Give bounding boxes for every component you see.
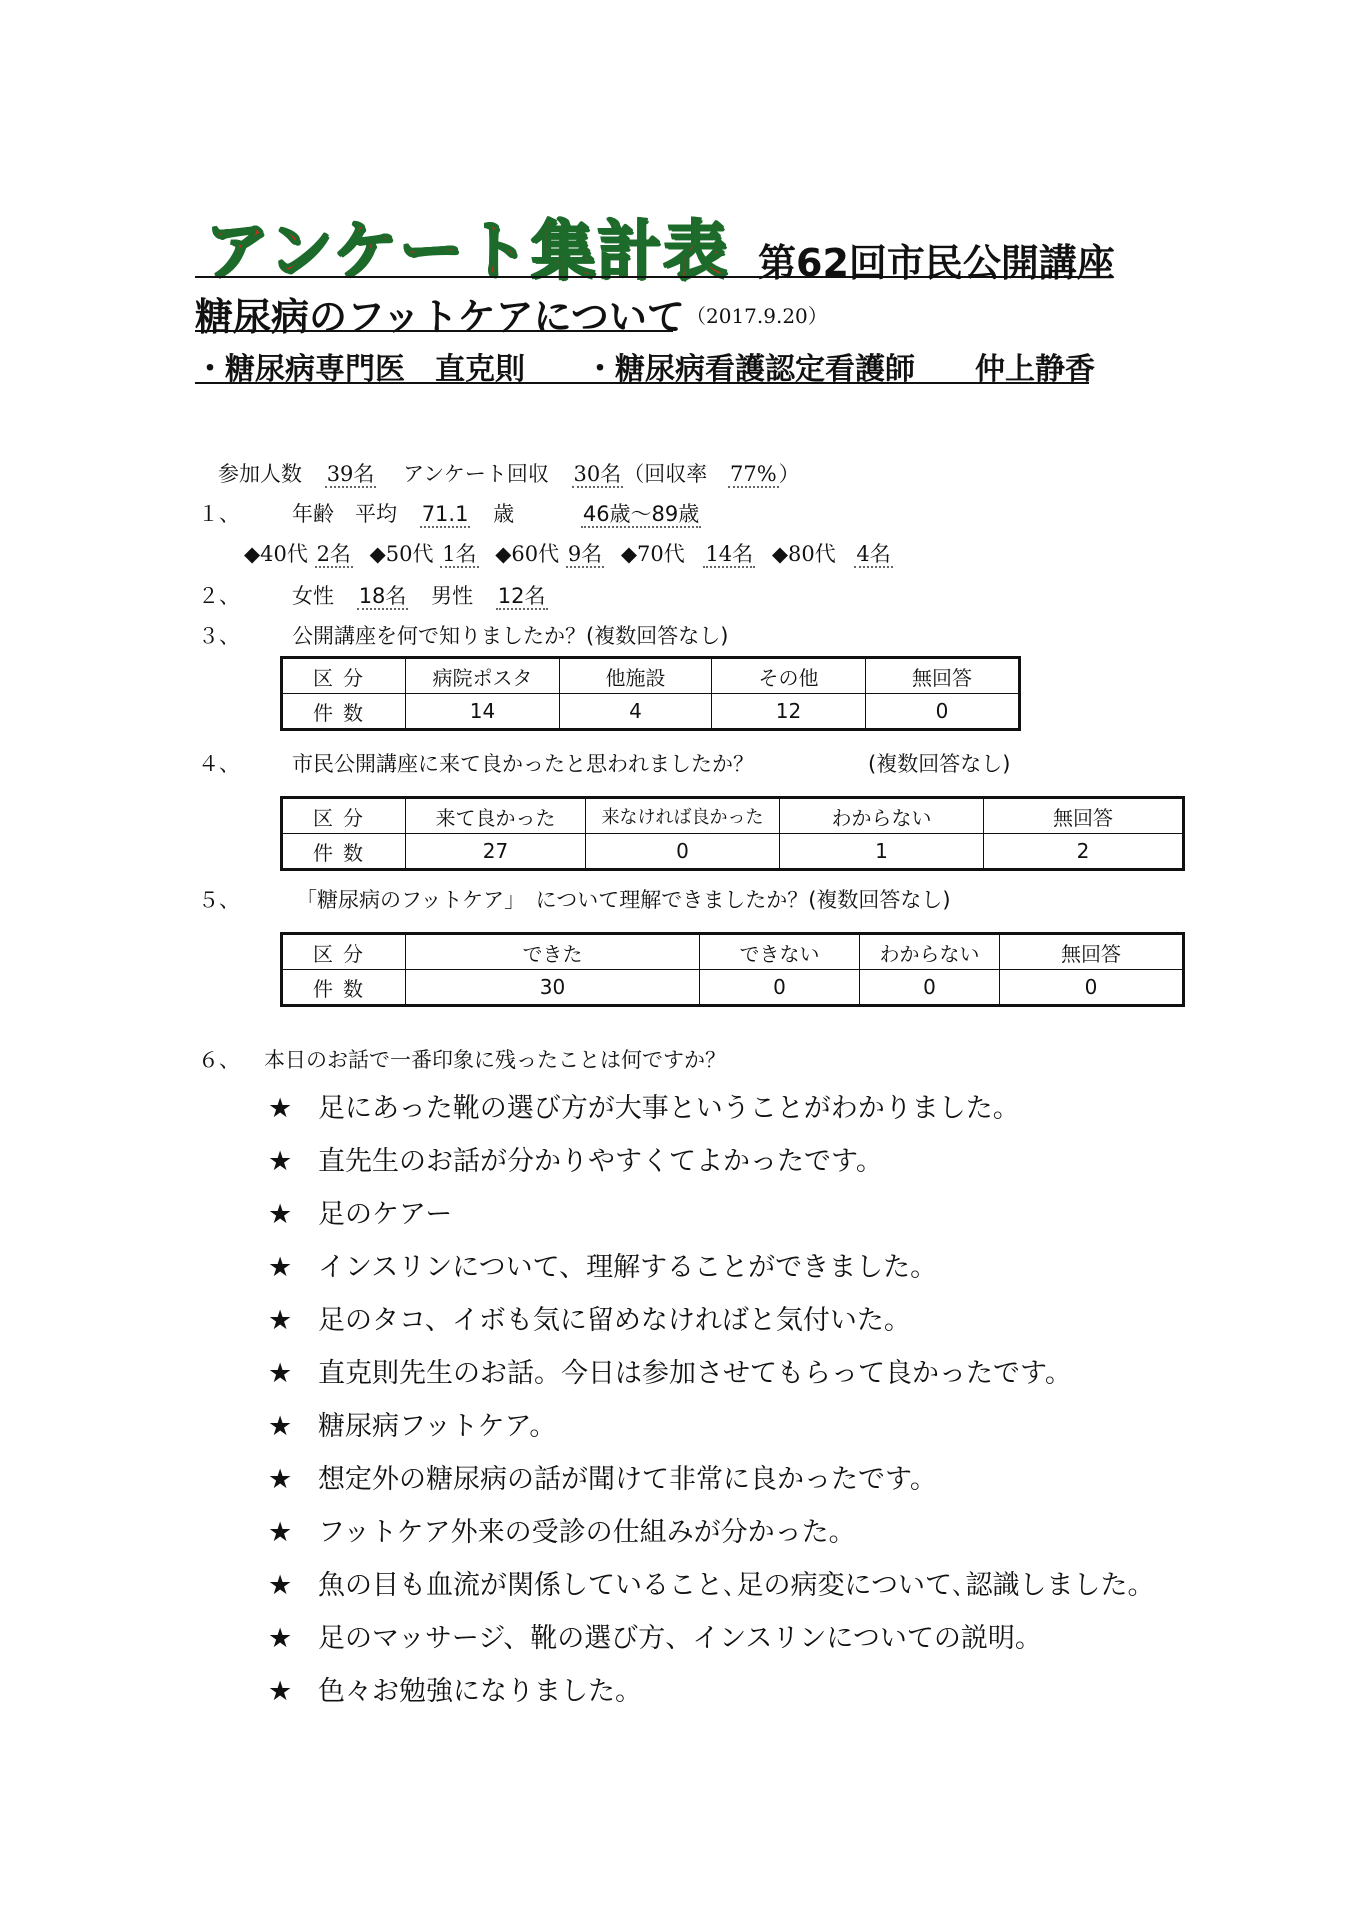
lecture-subtitle: 糖尿病のフットケアについて <box>195 295 685 339</box>
comment-item <box>268 1139 883 1178</box>
q3-question: 公開講座を何で知りましたか？(複数回答なし) <box>292 624 729 648</box>
comment-item <box>268 1298 911 1337</box>
comment-item <box>268 1351 1072 1390</box>
table-cell: 1 <box>780 834 984 870</box>
q5-number: ５、 <box>198 888 240 912</box>
q1-age-breakdown <box>244 538 893 568</box>
table-cell: 0 <box>866 694 1020 730</box>
column-header: 無回答 <box>984 798 1184 834</box>
rate-close: ） <box>778 462 800 486</box>
column-header: その他 <box>712 658 866 694</box>
participants-count: 39名 <box>326 462 375 486</box>
row-header-count: 件数 <box>282 970 406 1006</box>
speaker-doctor: ・糖尿病専門医 直克則 <box>195 352 525 387</box>
rate-label: （回収率 <box>623 462 708 486</box>
q1-label: 年齢 平均 <box>292 502 397 526</box>
age-80s-count: 4名 <box>856 542 891 566</box>
age-70s-label: ◆70代 <box>620 542 685 566</box>
comment-text: 足にあった靴の選び方が大事ということがわかりました。 <box>318 1093 1020 1124</box>
comment-item <box>268 1457 937 1496</box>
q6-question: 本日のお話で一番印象に残ったことは何ですか？ <box>264 1048 726 1072</box>
star-bullet: ★ <box>268 1623 293 1654</box>
survey-title: アンケート集計表 <box>205 215 730 289</box>
comment-text: 色々お勉強になりました。 <box>318 1676 642 1707</box>
table-header-row <box>282 658 1020 694</box>
row-header-category: 区分 <box>282 934 406 970</box>
age-40s-label: ◆40代 <box>244 542 308 566</box>
table-row <box>282 694 1020 730</box>
q2-number: ２、 <box>198 584 240 608</box>
male-label: 男性 <box>431 584 474 608</box>
row-header-count: 件数 <box>282 834 406 870</box>
age-60s-label: ◆60代 <box>495 542 560 566</box>
age-80s-label: ◆80代 <box>771 542 836 566</box>
row-header-category: 区分 <box>282 798 406 834</box>
comment-text: フットケア外来の受診の仕組みが分かった。 <box>318 1517 856 1548</box>
table-header-row <box>282 934 1184 970</box>
age-60s-count: 9名 <box>567 542 603 566</box>
table-cell: 12 <box>712 694 866 730</box>
table-cell: 0 <box>700 970 860 1006</box>
q1-age-line <box>292 498 701 528</box>
star-bullet: ★ <box>268 1358 293 1389</box>
star-bullet: ★ <box>268 1464 293 1495</box>
row-header-count: 件数 <box>282 694 406 730</box>
table-cell: 0 <box>860 970 1000 1006</box>
comment-text: 魚の目も血流が関係していること､足の病変について､認識しました。 <box>318 1570 1155 1601</box>
table-cell: 4 <box>560 694 712 730</box>
q3-number: ３、 <box>198 624 240 648</box>
table-cell: 0 <box>586 834 780 870</box>
comment-item <box>268 1245 937 1284</box>
star-bullet: ★ <box>268 1146 293 1177</box>
age-70s-count: 14名 <box>705 542 754 566</box>
column-header: できた <box>406 934 700 970</box>
q4-note: (複数回答なし) <box>868 752 1011 776</box>
column-header: わからない <box>860 934 1000 970</box>
q1-average: 71.1 <box>421 502 469 526</box>
column-header: 来て良かった <box>406 798 586 834</box>
speaker-nurse: ・糖尿病看護認定看護師 仲上静香 <box>585 352 1095 387</box>
comment-item <box>268 1086 1020 1125</box>
collection-rate: 77% <box>729 462 777 486</box>
comment-text: 足のケアー <box>318 1199 453 1230</box>
star-bullet: ★ <box>268 1676 293 1707</box>
column-header: 無回答 <box>866 658 1020 694</box>
q1-number: １、 <box>198 502 240 526</box>
participants-label: 参加人数 <box>218 462 302 486</box>
q6-number: ６、 <box>198 1048 240 1072</box>
male-count: 12名 <box>497 584 546 608</box>
comment-text: 直先生のお話が分かりやすくてよかったです。 <box>318 1146 883 1177</box>
column-header: 来なければ良かった <box>586 798 780 834</box>
q1-range: 46歳～89歳 <box>582 502 700 526</box>
comment-text: 想定外の糖尿病の話が聞けて非常に良かったです。 <box>318 1464 937 1495</box>
star-bullet: ★ <box>268 1252 293 1283</box>
q5-table <box>280 932 1185 1007</box>
comment-text: 糖尿病フットケア。 <box>318 1411 557 1442</box>
lecture-series: 第62回市民公開講座 <box>758 241 1115 285</box>
star-bullet: ★ <box>268 1570 293 1601</box>
comment-item <box>268 1669 642 1708</box>
speakers-underline <box>195 382 1089 384</box>
table-cell: 0 <box>1000 970 1184 1006</box>
comment-text: 足のマッサージ、靴の選び方、インスリンについての説明。 <box>318 1623 1042 1654</box>
row-header-category: 区分 <box>282 658 406 694</box>
table-cell: 2 <box>984 834 1184 870</box>
table-row <box>282 970 1184 1006</box>
star-bullet: ★ <box>268 1199 293 1230</box>
subtitle-underline <box>195 330 673 332</box>
comment-text: インスリンについて、理解することができました。 <box>318 1252 938 1283</box>
table-cell: 27 <box>406 834 586 870</box>
star-bullet: ★ <box>268 1411 293 1442</box>
comment-item <box>268 1404 556 1443</box>
age-50s-label: ◆50代 <box>369 542 434 566</box>
q2-gender-line <box>292 580 548 610</box>
column-header: 無回答 <box>1000 934 1184 970</box>
star-bullet: ★ <box>268 1305 293 1336</box>
comment-item <box>268 1192 452 1231</box>
column-header: できない <box>700 934 860 970</box>
table-cell: 14 <box>406 694 560 730</box>
q3-table <box>280 656 1021 731</box>
female-label: 女性 <box>292 584 334 608</box>
q4-question: 市民公開講座に来て良かったと思われましたか？ <box>292 752 754 776</box>
column-header: 他施設 <box>560 658 712 694</box>
q1-unit: 歳 <box>493 502 515 526</box>
column-header: 病院ポスタ <box>406 658 560 694</box>
female-count: 18名 <box>358 584 407 608</box>
q4-table <box>280 796 1185 871</box>
q4-number: ４、 <box>198 752 240 776</box>
comment-item <box>268 1616 1042 1655</box>
comment-item <box>268 1563 1154 1602</box>
collected-count: 30名 <box>573 462 622 486</box>
star-bullet: ★ <box>268 1093 293 1124</box>
collected-label: アンケート回収 <box>403 462 549 486</box>
star-bullet: ★ <box>268 1517 293 1548</box>
table-row <box>282 834 1184 870</box>
q5-question: 「糖尿病のフットケア」 について理解できましたか？(複数回答なし) <box>296 888 951 912</box>
column-header: わからない <box>780 798 984 834</box>
age-50s-count: 1名 <box>442 542 477 566</box>
attendance-summary <box>218 458 800 488</box>
age-40s-count: 2名 <box>316 542 351 566</box>
comment-text: 直克則先生のお話。今日は参加させてもらって良かったです。 <box>318 1358 1072 1389</box>
table-header-row <box>282 798 1184 834</box>
comment-item <box>268 1510 856 1549</box>
table-cell: 30 <box>406 970 700 1006</box>
title-underline <box>195 276 1107 278</box>
comment-text: 足のタコ、イボも気に留めなければと気付いた。 <box>318 1305 911 1336</box>
lecture-date: （2017.9.20） <box>686 304 828 328</box>
